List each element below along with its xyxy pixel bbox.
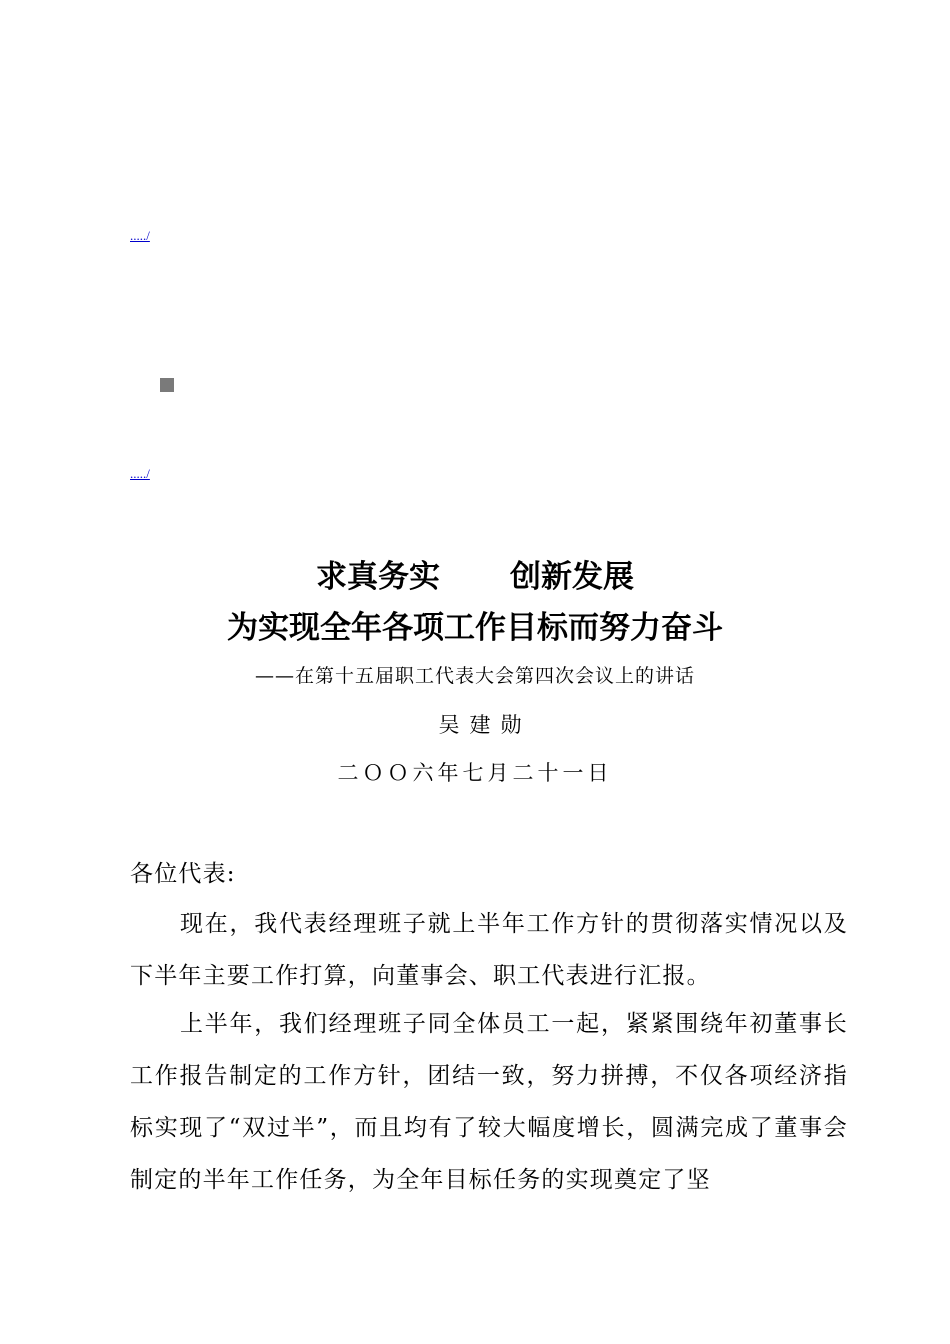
salutation: 各位代表: — [130, 861, 236, 887]
header-link[interactable]: ...../ — [130, 466, 150, 481]
document-title-line-1 — [0, 557, 950, 597]
speech-date: 二ＯＯ六年七月二十一日 — [337, 761, 613, 785]
body-paragraph: 上半年，我们经理班子同全体员工一起，紧紧围绕年初董事长工作报告制定的工作方针，团结一致，努力拼搏，不仅各项经济指标实现了“双过半”，而且均有了较大幅度增长，圆满完成了董事会制定的半年工作任务，为全年目标任务的实现奠定了坚 — [130, 1011, 848, 1193]
author-name: 吴建勋 — [438, 713, 532, 737]
title-part-1: 求真务实 — [316, 559, 440, 595]
document-title-line-2: 为实现全年各项工作目标而努力奋斗 — [227, 610, 723, 646]
body-paragraph: 现在，我代表经理班子就上半年工作方针的贯彻落实情况以及下半年主要工作打算，向董事会、职工代表进行汇报。 — [130, 911, 848, 989]
title-part-2: 创新发展 — [510, 559, 634, 595]
gray-square-icon — [160, 378, 174, 392]
document-subtitle: ——在第十五届职工代表大会第四次会议上的讲话 — [254, 665, 695, 687]
header-link[interactable]: ...../ — [130, 228, 150, 243]
